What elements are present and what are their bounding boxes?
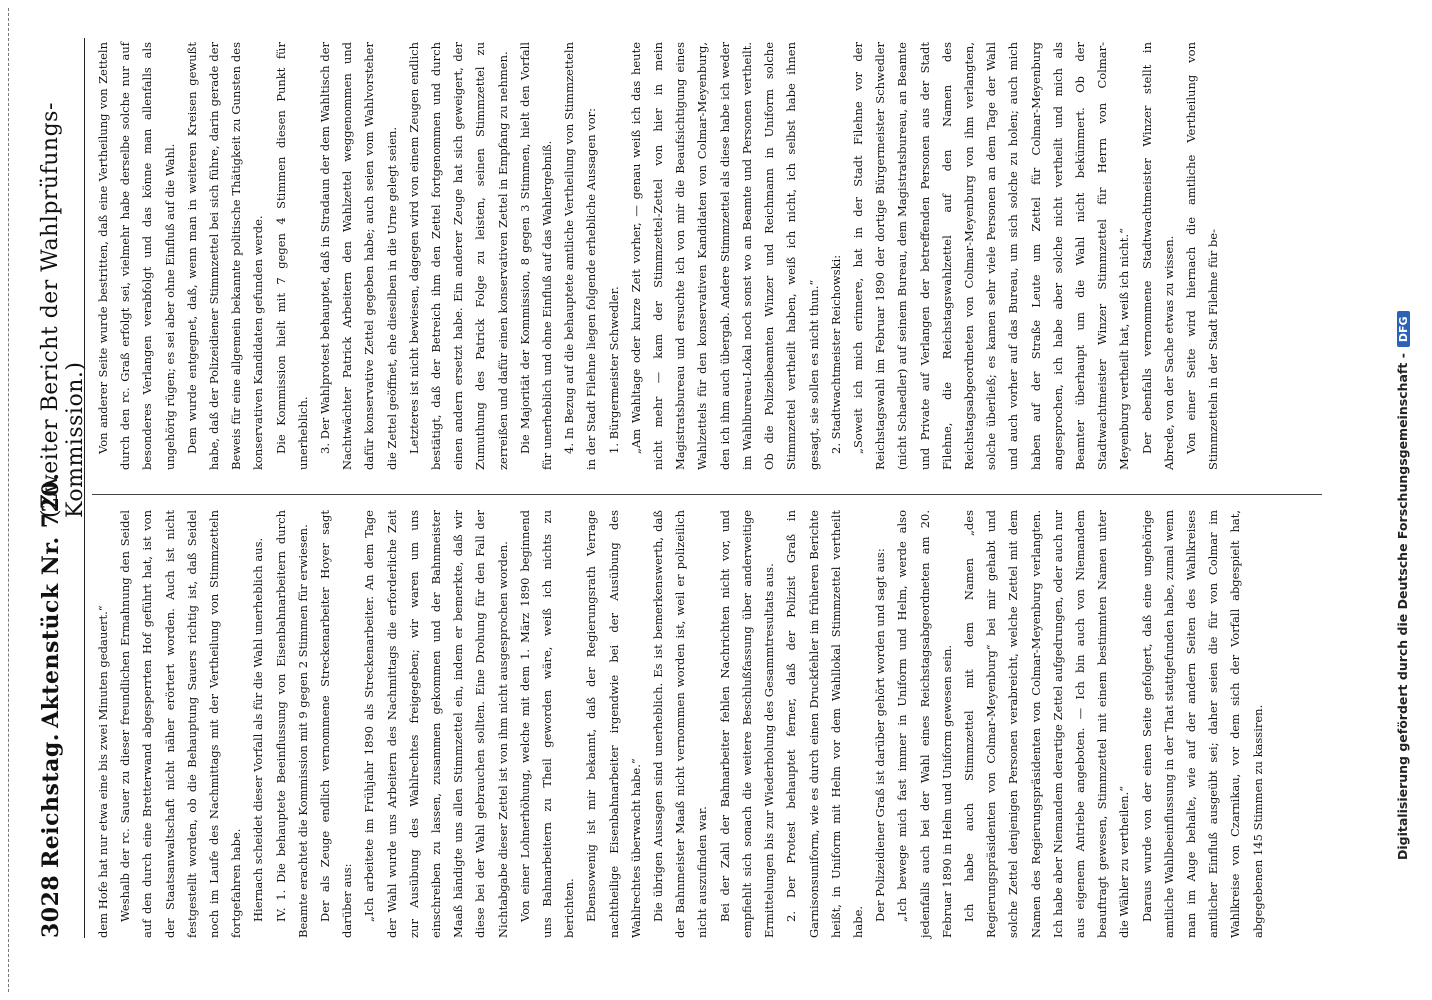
text-column-right <box>92 42 1224 470</box>
paragraph: Der als Zeuge endlich vernommene Streckenarbeiter Hoyer sagt darüber aus: <box>318 510 355 938</box>
paragraph: Die Majorität der Kommission, 8 gegen 3 Stimmen, hielt den Vorfall für unerheblich und ohne Einfluß auf das Wahlergebniß. <box>517 42 555 470</box>
header-publication: Reichstag. <box>38 733 64 868</box>
digitization-credit <box>1395 0 1410 860</box>
paragraph: „Ich bewege mich fast immer in Uniform und Helm, werde also jedenfalls auch bei der Wahl eines Reichstagsabgeordneten am 20. Februar 1890 in Helm und Uniform gewesen sein. <box>895 510 954 938</box>
header-rule <box>84 38 85 938</box>
witness-heading: 1. Bürgermeister Schwedler. <box>606 286 621 454</box>
text-column-left <box>92 510 1269 938</box>
paragraph: Von anderer Seite wurde bestritten, daß eine Vertheilung von Zetteln durch den rc. Graß erfolgt sei, vielmehr habe derselbe solche nur auf besonderes Verlangen verabfolgt und das könne man allenfalls als ungehörig rügen; es sei aber ohne Einfluß auf die Wahl. <box>96 42 177 470</box>
paragraph: Daraus wurde von der einen Seite gefolgert, daß eine ungehörige amtliche Wahlbeeinflussung in der That stattgefunden habe, zumal wenn man im Auge behalte, wie auf der andern Seiten des Wahlkreises amtlicher Einfluß ausgeübt sei; daher seien die für von Colmar im Wahlkreise von Czarnikau, vor dem sich der Vorfall abgespielt hat, abgegebenen 145 Stimmen zu kassiren. <box>1139 510 1265 938</box>
paragraph: dem Hofe hat nur etwa eine bis zwei Minuten gedauert.“ <box>96 605 110 938</box>
binding-edge <box>0 8 9 992</box>
paragraph: Weshalb der rc. Sauer zu dieser freundlichen Ermahnung den Seidel auf den durch eine Bretterwand abgesperrten Hof geführt hat, ist von der Staatsanwaltschaft nicht näher erörtert worden. Auch ist nicht festgestellt worden, ob die Behauptung Sauers richtig ist, daß Seidel noch im Laufe des Nachmittags mit der Vertheilung von Stimmzetteln fortgefahren habe. <box>118 510 244 938</box>
paragraph: IV. 1. Die behauptete Beeinflussung von Eisenbahnarbeitern durch Beamte erachtet die Kommission mit 9 gegen 2 Stimmen für erwiesen. <box>273 510 310 938</box>
paragraph: Ich habe auch Stimmzettel mit dem Namen „des Regierungspräsidenten von Colmar-Meyenburg“ bei mir gehabt und solche Zettel denjenigen Personen verabreicht, welche Zettel mit dem Namen des Regierungspräsidenten von Colmar-Meyenburg verlangten. Ich habe aber Niemandem derartige Zettel aufgedrungen, oder auch nur aus eigenem Antriebe angeboten. — Ich bin auch von Niemandem beauftragt gewesen, Stimmzettel mit einem bestimmten Namen unter die Wähler zu vertheilen.“ <box>961 510 1132 938</box>
dfg-logo: DFG <box>1397 311 1410 347</box>
paragraph: „Ich arbeitete im Frühjahr 1890 als Streckenarbeiter. An dem Tage der Wahl wurde uns Arbeitern des Nachmittags die erforderliche Zeit zur Ausübung des Wahlrechtes freigegeben; wir waren um uns einschreiben zu lassen, zusammen gekommen und der Bahnmeister Maaß händigte uns allen Stimmzettel ein, indem er bemerkte, daß wir diese bei der Wahl gebrauchen sollten. Eine Drohung für den Fall der Nichtabgabe dieser Zettel ist von ihm nicht ausgesprochen worden. <box>362 510 510 938</box>
paragraph: Die übrigen Aussagen sind unerheblich. Es ist bemerkenswerth, daß der Bahnmeister Maaß nicht vernommen worden ist, weil er polizeilich nicht auszufinden war. <box>651 510 710 938</box>
header-report-title: (Zweiter Bericht der Wahlprüfungs-Kommission.) <box>38 102 88 518</box>
credit-text: Digitalisierung gefördert durch die Deutsche Forschungsgemeinschaft - <box>1395 353 1410 860</box>
paragraph: Von einer Lohnerhöhung, welche mit dem 1. März 1890 beginnend uns Bahnarbeitern zu Theil geworden wäre, weiß ich nichts zu berichten. <box>517 510 577 938</box>
paragraph: Letzteres ist nicht bewiesen, dagegen wird von einem Zeugen endlich bestätigt, daß der Betreich ihm den Zettel fortgenommen und durch einen andern ersetzt habe. Ein anderer Zeuge hat sich geweigert, der Zumuthung des Patrick Folge zu leisten, seinen Stimmzettel zu zerreißen und dafür einen konservativen Zettel in Empfang zu nehmen. <box>406 42 510 470</box>
paragraph: Der ebenfalls vernommene Stadtwachtmeister Winzer stellt in Abrede, von der Sache etwas zu wissen. <box>1139 42 1176 470</box>
paragraph: Dem wurde entgegnet, daß, wenn man in weiteren Kreisen gewußt habe, daß der Polizeidiener Stimmzettel bei sich führe, darin gerade der Beweis für eine allgemein bekannte politische Thätigkeit zu Gunsten des konservativen Kandidaten gefunden werde. <box>184 42 266 470</box>
paragraph: Hiernach scheidet dieser Vorfall als für die Wahl unerheblich aus. <box>251 537 266 922</box>
page-number: 3028 <box>38 874 64 938</box>
paragraph: Der Polizeidiener Graß ist darüber gehört worden und sagt aus: <box>873 548 888 922</box>
paragraph: „Am Wahltage oder kurze Zeit vorher, — genau weiß ich das heute nicht mehr — kam der Stimmzettel-Zettel von hier in mein Magistratsbureau und ersuchte ich von mir die Beaufsichtigung eines Wahlzettels für den konservativen Kandidaten von Colmar-Meyenburg, den ich ihm auch übergab. Andere Stimmzettel als diese habe ich weder im Wahlbureau-Lokal noch sonst wo an Beamte und Personen vertheilt. Ob die Polizeibeamten Winzer und Reichmann in Uniform solche Stimmzettel vertheilt haben, weiß ich nicht, ich selbst habe ihnen gesagt, sie sollen es nicht thun.“ <box>628 42 821 470</box>
paragraph: 4. In Bezug auf die behauptete amtliche Vertheilung von Stimmzetteln in der Stadt Filehne liegen folgende erhebliche Aussagen vor: <box>562 42 599 470</box>
paragraph: 3. Der Wahlprotest behauptet, daß in Stradaun der dem Wahltisch der Nachtwächter Patrick Arbeitern den Wahlzettel weggenommen und dafür konservative Zettel gegeben habe; auch seien vom Wahlvorsteher die Zettel geöffnet, ehe dieselben in die Urne gelegt seien. <box>318 42 399 470</box>
witness-heading: 2. Stadtwachtmeister Reichowski: <box>828 254 843 454</box>
column-divider <box>92 494 1322 495</box>
paragraph: Bei der Zahl der Bahnarbeiter fehlen Nachrichten nicht vor, und empfiehlt sich sonach die weitere Beschlußfassung über anderweitige Ermittelungen bis zur Wiederholung des Gesammtresultats aus. <box>717 510 777 938</box>
paragraph: Ebensowenig ist mir bekannt, daß der Regierungsrath Verrage nachtheilige Eisenbahnarbeiter irgendwie bei der Ausübung des Wahlrechtes überwacht habe.“ <box>584 510 643 938</box>
paragraph: „Soweit ich mich erinnere, hat in der Stadt Filehne vor der Reichstagswahl im Februar 1890 der dortige Bürgermeister Schwedler (nicht Schaedler) auf seinem Bureau, dem Magistratsbureau, an Beamte und Private auf Verlangen der betreffenden Personen aus der Stadt Filehne, die Reichstagswahlzettel auf den Namen des Reichstagsabgeordneten von Colmar-Meyenburg von ihm verlangten, solche überließ; es kamen sehr viele Personen an dem Tage der Wahl und auch vorher auf das Bureau, um sich solche zu holen; auch mich haben auf der Straße Leute um Zettel für Colmar-Meyenburg angesprochen, ich habe aber solche nicht vertheilt und mich als Beamter überhaupt um die Wahl nicht bekümmert. Ob der Stadtwachtmeister Winzer Stimmzettel für Herrn von Colmar-Meyenburg vertheilt hat, weiß ich nicht.“ <box>850 42 1132 470</box>
paragraph: 2. Der Protest behauptet ferner, daß der Polizist Graß in Garnisonsuniform, wie es durch einen Druckfehler im früheren Berichte heißt, in Uniform mit Helm vor dem Wahllokal Stimmzettel vertheilt habe. <box>784 510 865 938</box>
paragraph: Die Kommission hielt mit 7 gegen 4 Stimmen diesen Punkt für unerheblich. <box>273 42 310 470</box>
page-header <box>20 38 88 938</box>
header-document-number: Aktenstück Nr. 720. <box>38 472 64 728</box>
paragraph: Von einer Seite wird hiernach die amtliche Vertheilung von Stimmzetteln in der Stadt Filehne für be- <box>1183 42 1221 470</box>
